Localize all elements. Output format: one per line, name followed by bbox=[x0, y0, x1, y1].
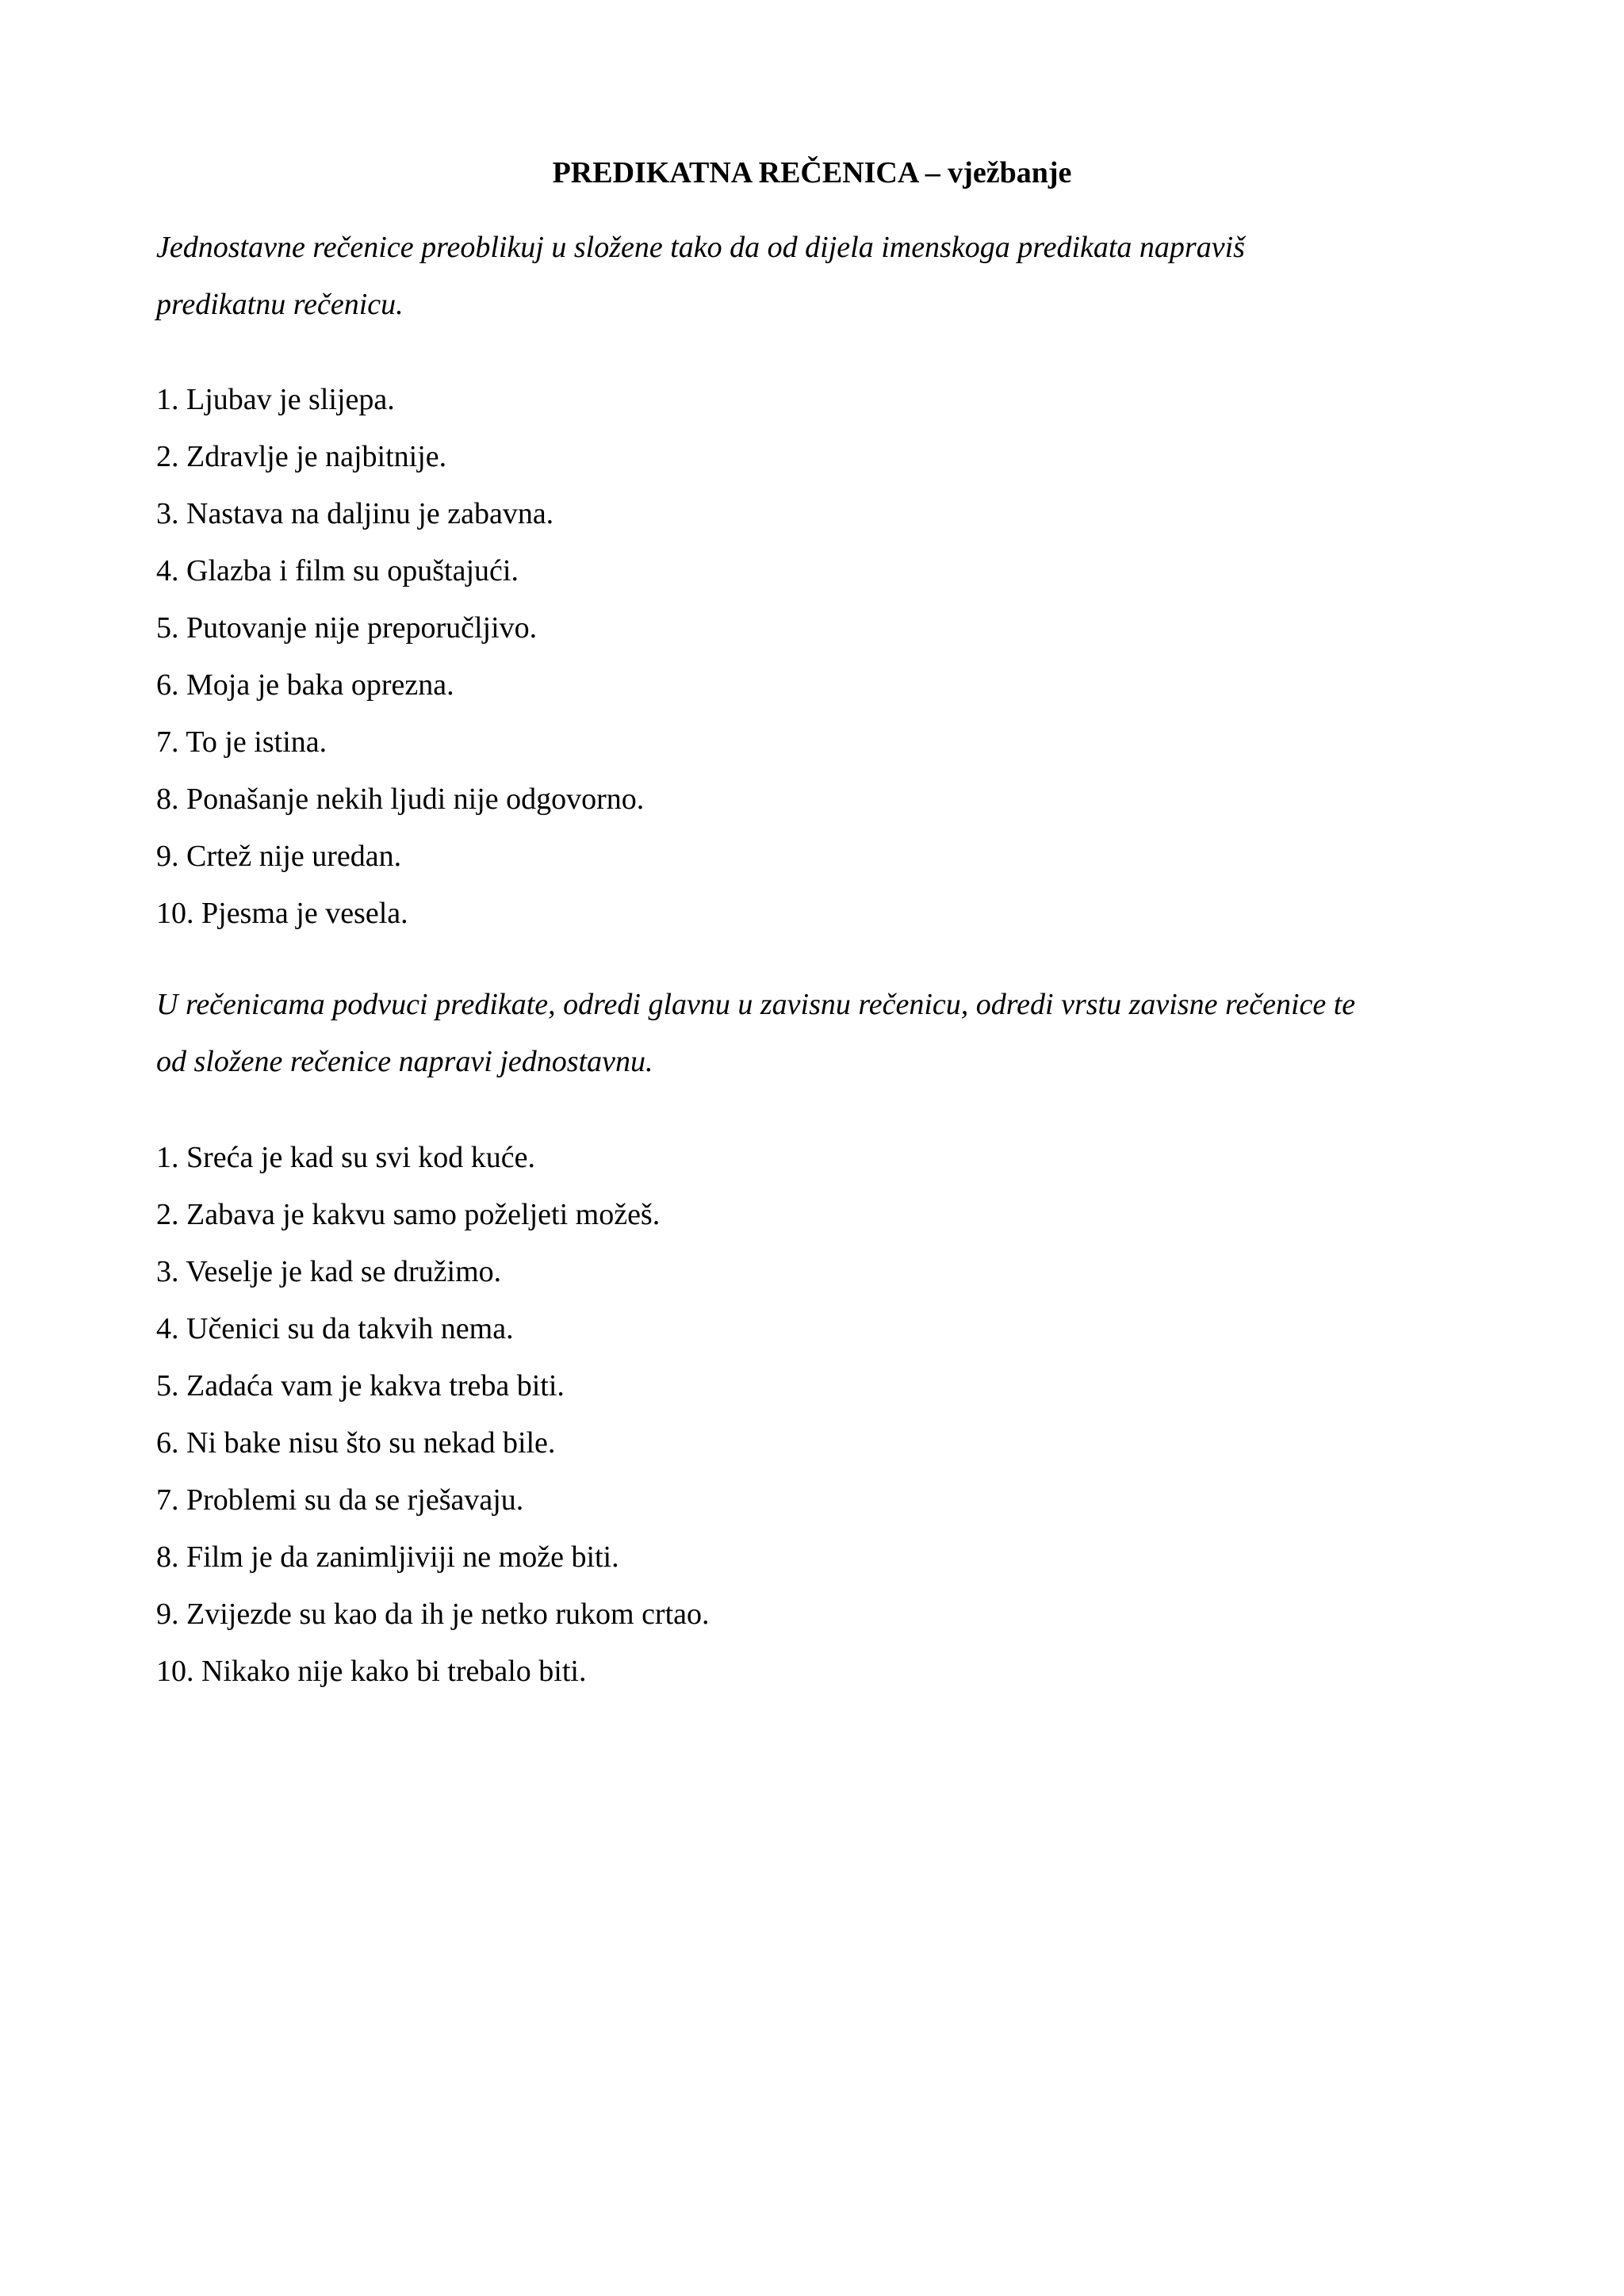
list-item: 10. Nikako nije kako bi trebalo biti. bbox=[156, 1655, 587, 1688]
list-item: 3. Veselje je kad se družimo. bbox=[156, 1255, 502, 1288]
list-item: 2. Zabava je kakvu samo poželjeti možeš. bbox=[156, 1198, 661, 1231]
list-item: 3. Nastava na daljinu je zabavna. bbox=[156, 497, 554, 530]
page-title: PREDIKATNA REČENICA – vježbanje bbox=[552, 156, 1072, 189]
section2-instruction bbox=[156, 976, 1504, 1090]
list-item: 5. Putovanje nije preporučljivo. bbox=[156, 611, 538, 645]
list-item: 7. Problemi su da se rješavaju. bbox=[156, 1483, 524, 1517]
list-item: 4. Glazba i film su opuštajući. bbox=[156, 554, 519, 587]
list-item: 8. Ponašanje nekih ljudi nije odgovorno. bbox=[156, 783, 645, 816]
section2-list bbox=[156, 1129, 1504, 1700]
list-item: 9. Crtež nije uredan. bbox=[156, 840, 402, 873]
list-item: 2. Zdravlje je najbitnije. bbox=[156, 440, 447, 473]
list-item: 6. Ni bake nisu što su nekad bile. bbox=[156, 1426, 556, 1460]
list-item: 1. Ljubav je slijepa. bbox=[156, 383, 395, 416]
section1-instruction bbox=[156, 219, 1504, 333]
list-item: 8. Film je da zanimljiviji ne može biti. bbox=[156, 1540, 619, 1574]
list-item: 7. To je istina. bbox=[156, 725, 327, 759]
list-item: 10. Pjesma je vesela. bbox=[156, 897, 408, 930]
list-item: 9. Zvijezde su kao da ih je netko rukom crtao. bbox=[156, 1598, 710, 1631]
section2-instruction-line1: U rečenicama podvuci predikate, odredi glavnu u zavisnu rečenicu, odredi vrstu zavisne rečenice te bbox=[156, 988, 1356, 1021]
section1-instruction-line1: Jednostavne rečenice preoblikuj u složene tako da od dijela imenskoga predikata napraviš bbox=[156, 231, 1245, 264]
section1-list bbox=[156, 371, 1504, 942]
list-item: 4. Učenici su da takvih nema. bbox=[156, 1312, 514, 1345]
list-item: 6. Moja je baka oprezna. bbox=[156, 668, 454, 702]
list-item: 1. Sreća je kad su svi kod kuće. bbox=[156, 1141, 536, 1174]
section1-instruction-line2: predikatnu rečenicu. bbox=[156, 288, 404, 321]
list-item: 5. Zadaća vam je kakva treba biti. bbox=[156, 1369, 565, 1402]
section2-instruction-line2: od složene rečenice napravi jednostavnu. bbox=[156, 1045, 653, 1078]
